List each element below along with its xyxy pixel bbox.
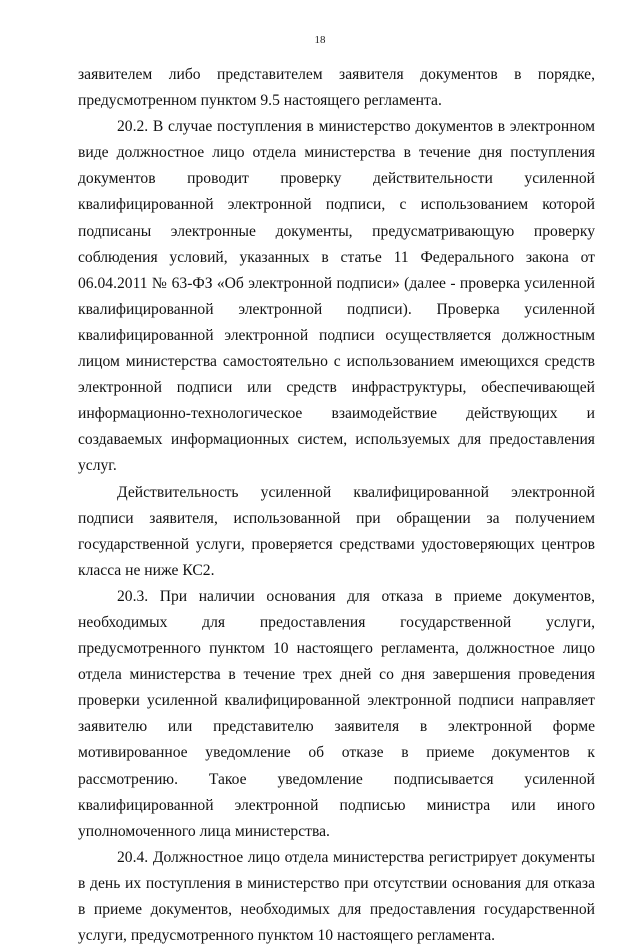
page-number: 18 <box>314 34 326 46</box>
paragraph-20-4: 20.4. Должностное лицо отдела министерства регистрирует документы в день их поступления в министерство при отсутствии основания для отказа в приеме документов, необходимых для предоставления государственной услуги, предусмотренного пунктом 10 настоящего регламента. <box>78 848 595 945</box>
paragraph-20-2: 20.2. В случае поступления в министерство документов в электронном виде должностное лицо отдела министерства в течение дня поступления документов проводит проверку действительности усиленной квалифицированной электронной подписи, с использованием которой подписаны электронные документы, предусматривающую проверку соблюдения условий, указанных в статье 11 Федерального закона от 06.04.2011 № 63-ФЗ «Об электронной подписи» (далее - проверка усиленной квалифицированной электронной подписи). Проверка усиленной квалифицированной электронной подписи осуществляется должностным лицом министерства самостоятельно с использованием имеющихся средств электронной подписи или средств инфраструктуры, обеспечивающей информационно-технологическое взаимодействие действующих и создаваемых информационных систем, используемых для предоставления услуг. <box>78 118 595 475</box>
paragraph-20-3: 20.3. При наличии основания для отказа в приеме документов, необходимых для предоставления государственной услуги, предусмотренного пунктом 10 настоящего регламента, должностное лицо отдела министерства в течение трех дней со дня завершения проведения проверки усиленной квалифицированной электронной подписи направляет заявителю или представителю заявителя в электронной форме мотивированное уведомление об отказе в приеме документов к рассмотрению. Такое уведомление подписывается усиленной квалифицированной электронной подписью министра или иного уполномоченного лица министерства. <box>78 587 595 840</box>
paragraph-continuation: заявителем либо представителем заявителя документов в порядке, предусмотренном пунктом 9.5 настоящего регламента. <box>78 66 595 110</box>
document-body <box>78 62 595 949</box>
paragraph-signature-validity: Действительность усиленной квалифицированной электронной подписи заявителя, использованной при обращении за получением государственной услуги, проверяется средствами удостоверяющих центров класса не ниже КС2. <box>78 483 595 579</box>
